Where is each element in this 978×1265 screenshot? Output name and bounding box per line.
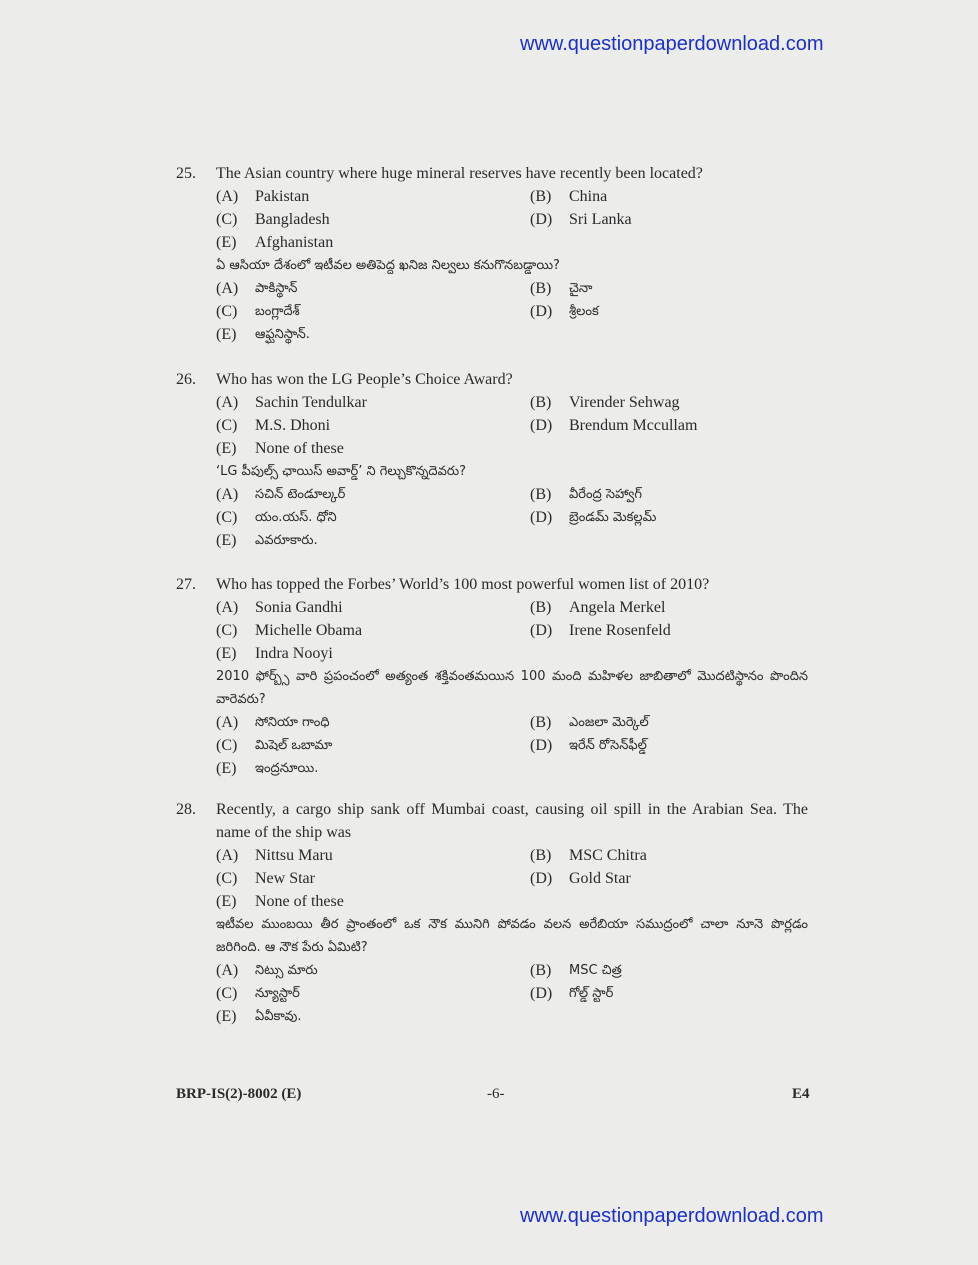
option-text: China [569, 188, 608, 205]
option-letter: (B) [530, 714, 552, 731]
option-letter: (A) [216, 188, 239, 205]
option-letter: (A) [216, 394, 239, 411]
option-letter: (E) [216, 1008, 237, 1025]
option-row [176, 414, 816, 437]
option-row [176, 959, 816, 982]
option-row [176, 734, 816, 757]
option-text: నిట్సు మారు [255, 963, 318, 978]
option-text: Nittsu Maru [255, 847, 333, 864]
option-text: ఎవరూకారు. [255, 533, 318, 548]
option-text: శ్రీలంక [569, 304, 599, 319]
option-text: Michelle Obama [255, 622, 363, 639]
option-row [176, 890, 816, 913]
option-letter: (C) [216, 870, 238, 887]
option-letter: (B) [530, 188, 552, 205]
option-text: సచిన్ టెండూల్కర్ [255, 487, 346, 502]
option-row [176, 277, 816, 300]
paper-code: BRP-IS(2)-8002 (E) [176, 1086, 302, 1102]
option-row [176, 437, 816, 460]
option-text: Sri Lanka [569, 211, 632, 228]
option-letter: (C) [216, 417, 238, 434]
option-letter: (A) [216, 714, 239, 731]
option-text: సోనియా గాంధి [255, 715, 330, 730]
footer-url[interactable]: www.questionpaperdownload.com [520, 1205, 824, 1227]
option-letter: (D) [530, 870, 553, 887]
option-text: MSC చిత్ర [569, 963, 622, 978]
option-text: Virender Sehwag [569, 394, 680, 411]
option-row [176, 596, 816, 619]
option-row [176, 483, 816, 506]
option-letter: (B) [530, 486, 552, 503]
question-stem-row [176, 798, 816, 844]
option-letter: (E) [216, 893, 237, 910]
option-text: Brendum Mccullam [569, 417, 698, 434]
option-text: న్యూస్టార్ [255, 986, 300, 1001]
option-text: ఎంజలా మెర్కెల్ [569, 715, 649, 730]
option-text: Afghanistan [255, 234, 334, 251]
option-row [176, 391, 816, 414]
telugu-stem [176, 913, 816, 959]
question-stem: Who has topped the Forbes’ World’s 100 most powerful women list of 2010? [216, 576, 710, 593]
option-row [176, 300, 816, 323]
option-text: గోల్డ్ స్టార్ [569, 986, 614, 1001]
option-letter: (C) [216, 622, 238, 639]
option-letter: (A) [216, 280, 239, 297]
option-row [176, 867, 816, 890]
option-letter: (B) [530, 394, 552, 411]
option-row [176, 757, 816, 780]
option-letter: (C) [216, 985, 238, 1002]
option-letter: (D) [530, 509, 553, 526]
option-text: Bangladesh [255, 211, 330, 228]
option-letter: (D) [530, 737, 553, 754]
option-letter: (A) [216, 599, 239, 616]
option-letter: (C) [216, 509, 238, 526]
option-row [176, 642, 816, 665]
option-letter: (E) [216, 234, 237, 251]
option-letter: (A) [216, 847, 239, 864]
option-row [176, 529, 816, 552]
option-row [176, 208, 816, 231]
option-letter: (B) [530, 280, 552, 297]
question-stem: Who has won the LG People’s Choice Award? [216, 371, 513, 388]
option-text: Sachin Tendulkar [255, 394, 367, 411]
question-number: 27. [176, 576, 196, 593]
option-letter: (B) [530, 599, 552, 616]
question-number: 26. [176, 371, 196, 388]
option-letter: (C) [216, 211, 238, 228]
option-row [176, 711, 816, 734]
question-stem-row [176, 573, 816, 596]
question-number: 25. [176, 165, 196, 182]
option-text: మిషెల్ ఒబామా [255, 738, 333, 753]
option-letter: (A) [216, 486, 239, 503]
option-letter: (C) [216, 303, 238, 320]
option-text: యం.యస్. ధోని [255, 510, 337, 525]
option-letter: (E) [216, 532, 237, 549]
option-letter: (E) [216, 326, 237, 343]
telugu-question-stem: ‘LG పీపుల్స్ ఛాయిస్ అవార్డ్’ ని గెల్చుకొన్నదెవరు? [216, 464, 466, 479]
question-stem-row [176, 162, 816, 185]
option-letter: (D) [530, 417, 553, 434]
telugu-question-stem: ఏ ఆసియా దేశంలో ఇటీవల అతిపెద్ద ఖనిజ నిల్వలు కనుగొనబడ్డాయి? [216, 258, 560, 273]
question-block [176, 573, 816, 780]
option-letter: (B) [530, 962, 552, 979]
option-text: M.S. Dhoni [255, 417, 331, 434]
option-letter: (E) [216, 645, 237, 662]
option-text: Pakistan [255, 188, 310, 205]
question-number: 28. [176, 801, 196, 818]
page-number: -6- [487, 1086, 505, 1102]
telugu-question-stem: ఇటీవల ముంబయి తీర ప్రాంతంలో ఒక నౌక మునిగి పోవడం వలన అరేబియా సముద్రంలో చాలా నూనె పొర్లడం జరిగింది. ఆ నౌక పేరు ఏమిటి? [216, 917, 808, 955]
option-row [176, 231, 816, 254]
option-row [176, 1005, 816, 1028]
option-row [176, 619, 816, 642]
header-url[interactable]: www.questionpaperdownload.com [520, 33, 824, 55]
option-letter: (C) [216, 737, 238, 754]
telugu-question-stem: 2010 ఫోర్బ్స్ వారి ప్రపంచంలో అత్యంత శక్తివంతమయిన 100 మంది మహిళల జాబితాలో మొదటిస్థానం పొందిన వారెవరు? [216, 669, 808, 707]
option-letter: (E) [216, 440, 237, 457]
set-code: E4 [792, 1086, 810, 1102]
option-text: చైనా [569, 281, 593, 296]
option-text: New Star [255, 870, 315, 887]
question-stem: Recently, a cargo ship sank off Mumbai coast, causing oil spill in the Arabian Sea. The name of the ship was [216, 801, 808, 841]
option-text: బ్రెండమ్ మెకల్లమ్ [569, 510, 657, 525]
question-stem: The Asian country where huge mineral reserves have recently been located? [216, 165, 703, 182]
option-letter: (B) [530, 847, 552, 864]
telugu-stem [176, 665, 816, 711]
option-letter: (D) [530, 985, 553, 1002]
option-text: MSC Chitra [569, 847, 647, 864]
option-text: ఇంద్రనూయి. [255, 761, 319, 776]
option-text: Sonia Gandhi [255, 599, 343, 616]
option-text: ఇరేన్ రోసెన్‌ఫీల్డ్ [569, 738, 647, 753]
option-row [176, 506, 816, 529]
question-block [176, 162, 816, 346]
option-letter: (D) [530, 211, 553, 228]
option-text: బంగ్లాదేశ్ [255, 304, 300, 319]
question-block [176, 798, 816, 1028]
telugu-stem [176, 254, 816, 277]
option-text: ఏవీకావు. [255, 1009, 302, 1024]
option-text: Gold Star [569, 870, 631, 887]
option-row [176, 185, 816, 208]
option-letter: (A) [216, 962, 239, 979]
option-text: Irene Rosenfeld [569, 622, 671, 639]
telugu-stem [176, 460, 816, 483]
option-text: పాకిస్థాన్ [255, 281, 298, 296]
option-letter: (D) [530, 622, 553, 639]
option-text: వీరేంద్ర సెహ్వాగ్ [569, 487, 642, 502]
option-text: Angela Merkel [569, 599, 666, 616]
option-text: None of these [255, 893, 344, 910]
question-block [176, 368, 816, 552]
option-row [176, 844, 816, 867]
question-stem-row [176, 368, 816, 391]
option-text: ఆఫ్ఘనిస్థాన్. [255, 327, 310, 342]
option-row [176, 982, 816, 1005]
option-letter: (E) [216, 760, 237, 777]
option-letter: (D) [530, 303, 553, 320]
option-text: None of these [255, 440, 344, 457]
option-row [176, 323, 816, 346]
option-text: Indra Nooyi [255, 645, 333, 662]
